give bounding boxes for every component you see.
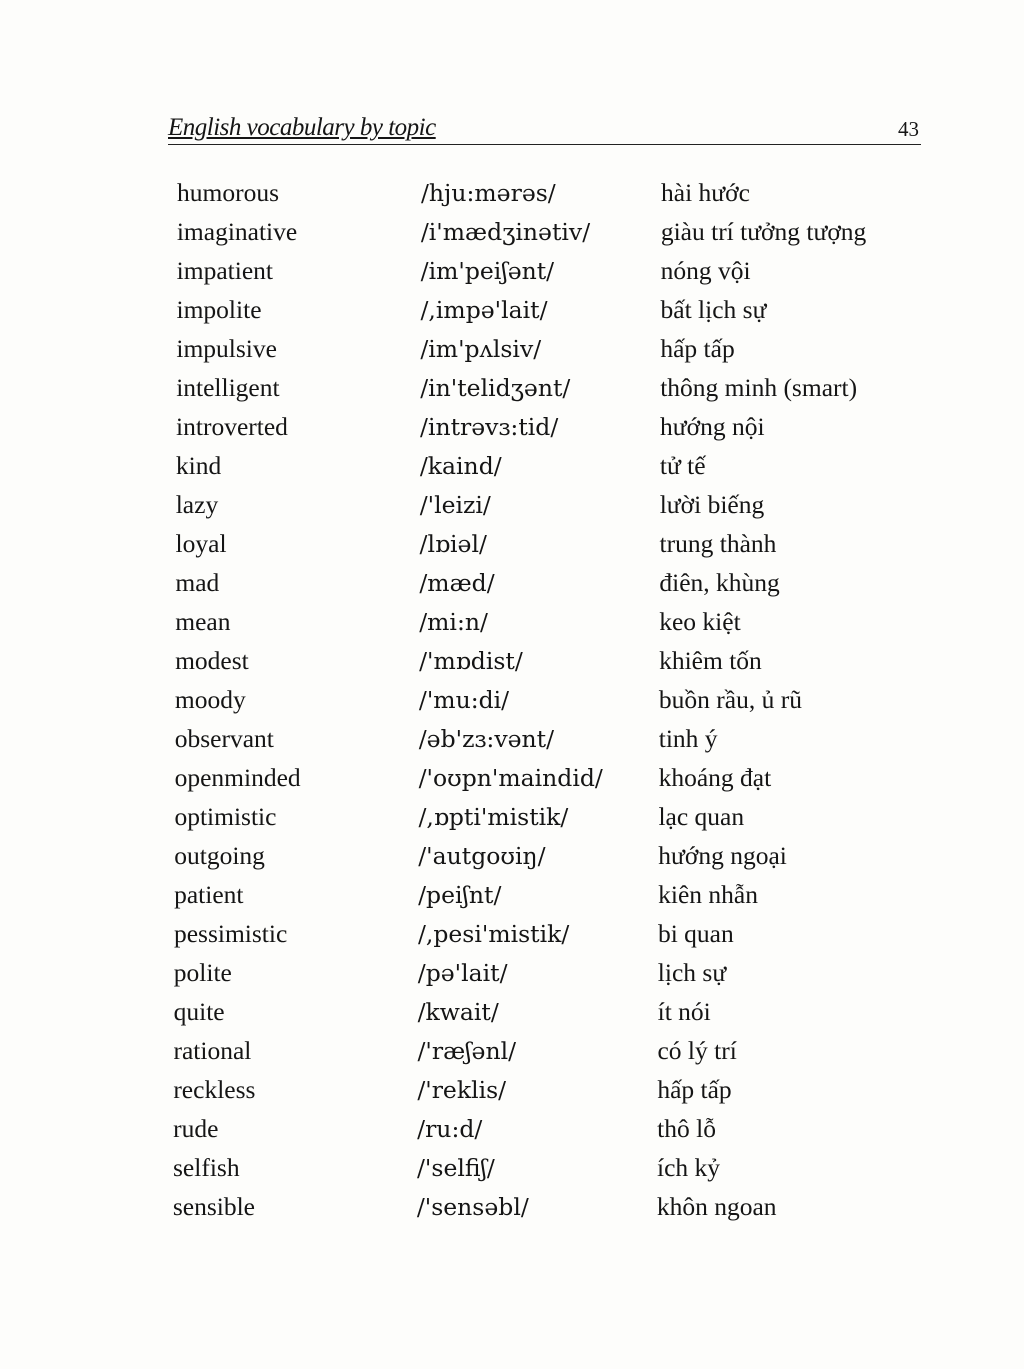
- vocab-row: [174, 877, 934, 913]
- vocab-meaning: trung thành: [659, 529, 777, 558]
- vocab-word: mean: [175, 607, 231, 636]
- vocab-word: loyal: [175, 529, 227, 558]
- vocab-word: observant: [174, 724, 274, 753]
- vocab-word: impatient: [176, 256, 273, 285]
- vocab-meaning: khôn ngoan: [656, 1192, 777, 1221]
- vocab-pronunciation: /kaind/: [419, 452, 502, 480]
- vocab-meaning: giàu trí tưởng tượng: [660, 217, 867, 246]
- vocab-word: selfish: [173, 1153, 240, 1182]
- vocab-pronunciation: /i'mædʒinətiv/: [420, 218, 591, 246]
- vocab-meaning: lạc quan: [658, 802, 745, 831]
- vocab-word: impolite: [176, 295, 262, 324]
- vocab-row: [174, 799, 934, 835]
- vocab-word: rude: [173, 1114, 219, 1143]
- vocab-meaning: hướng nội: [660, 412, 765, 441]
- vocab-row: [176, 526, 936, 562]
- running-head-title: English vocabulary by topic: [168, 114, 436, 141]
- vocab-row: [173, 1150, 933, 1186]
- vocab-row: [175, 643, 935, 679]
- vocab-word: openminded: [174, 763, 301, 792]
- vocab-meaning: thông minh (smart): [660, 373, 858, 402]
- vocab-meaning: bất lịch sự: [660, 295, 767, 324]
- vocab-pronunciation: /'leizi/: [419, 491, 491, 519]
- vocab-meaning: có lý trí: [657, 1036, 737, 1065]
- vocab-word: polite: [173, 958, 232, 987]
- vocab-pronunciation: /ru:d/: [417, 1115, 483, 1143]
- vocab-row: [175, 760, 935, 796]
- vocab-meaning: khiêm tốn: [659, 646, 762, 675]
- vocab-pronunciation: /'mu:di/: [418, 686, 510, 714]
- vocab-word: humorous: [177, 178, 279, 207]
- vocab-meaning: tinh ý: [658, 724, 718, 753]
- vocab-word: reckless: [173, 1075, 256, 1104]
- vocab-meaning: bi quan: [657, 919, 734, 948]
- vocab-pronunciation: /'reklis/: [417, 1076, 507, 1104]
- vocab-pronunciation: /'ræʃənl/: [417, 1037, 517, 1065]
- vocab-row: [174, 994, 934, 1030]
- vocab-pronunciation: /'selfiʃ/: [417, 1154, 495, 1182]
- vocab-meaning: buồn rầu, ủ rũ: [658, 685, 802, 714]
- vocab-meaning: keo kiệt: [659, 607, 741, 636]
- vocab-meaning: ít nói: [657, 997, 711, 1026]
- vocab-row: [177, 175, 937, 211]
- vocab-row: [175, 721, 935, 757]
- vocab-word: rational: [173, 1036, 252, 1065]
- vocab-row: [174, 916, 934, 952]
- vocab-row: [175, 604, 935, 640]
- vocab-word: lazy: [175, 490, 219, 519]
- vocab-row: [173, 1072, 933, 1108]
- vocab-pronunciation: /mi:n/: [419, 608, 488, 636]
- vocab-meaning: lười biếng: [659, 490, 765, 519]
- vocab-meaning: tử tế: [659, 451, 706, 480]
- vocab-meaning: ích kỷ: [657, 1153, 721, 1182]
- vocab-pronunciation: /,ɒpti'mistik/: [418, 803, 569, 831]
- vocab-word: mad: [175, 568, 220, 597]
- vocab-pronunciation: /hju:mərəs/: [421, 179, 556, 207]
- vocab-pronunciation: /,pesi'mistik/: [417, 920, 570, 948]
- vocab-word: patient: [174, 880, 244, 909]
- vocab-pronunciation: /peiʃnt/: [418, 881, 502, 909]
- vocab-pronunciation: /əb'zɜ:vənt/: [418, 725, 555, 753]
- vocab-row: [177, 292, 937, 328]
- vocab-row: [176, 331, 936, 367]
- vocab-row: [175, 565, 935, 601]
- vocab-meaning: kiên nhẫn: [658, 880, 758, 909]
- vocab-word: impulsive: [176, 334, 277, 363]
- vocab-meaning: hướng ngoại: [658, 841, 787, 870]
- vocab-word: introverted: [176, 412, 288, 441]
- vocab-meaning: hấp tấp: [657, 1075, 732, 1104]
- vocab-pronunciation: /im'peiʃənt/: [420, 257, 555, 285]
- vocab-meaning: điên, khùng: [659, 568, 780, 597]
- vocab-word: outgoing: [174, 841, 265, 870]
- vocab-pronunciation: /pə'lait/: [417, 959, 508, 987]
- vocab-word: intelligent: [176, 373, 280, 402]
- vocab-word: sensible: [172, 1192, 255, 1221]
- vocab-row: [177, 253, 937, 289]
- vocab-pronunciation: /,impə'lait/: [420, 296, 548, 324]
- vocab-word: pessimistic: [173, 919, 288, 948]
- vocab-row: [175, 682, 935, 718]
- vocab-pronunciation: /in'telidʒənt/: [420, 374, 571, 402]
- page-number: 43: [898, 117, 919, 141]
- vocab-row: [176, 487, 936, 523]
- vocab-word: kind: [175, 451, 222, 480]
- vocab-row: [176, 370, 936, 406]
- vocab-pronunciation: /kwait/: [417, 998, 499, 1026]
- vocab-meaning: khoáng đạt: [658, 763, 772, 792]
- vocab-pronunciation: /'autgoʊiŋ/: [418, 842, 546, 870]
- vocab-pronunciation: /lɒiəl/: [419, 530, 487, 558]
- vocab-row: [177, 214, 937, 250]
- vocab-row: [176, 448, 936, 484]
- vocab-meaning: nóng vội: [660, 256, 751, 285]
- vocab-pronunciation: /'oʊpn'maindid/: [418, 764, 603, 792]
- vocab-row: [173, 1111, 933, 1147]
- vocab-meaning: hấp tấp: [660, 334, 735, 363]
- vocab-pronunciation: /intrəvɜ:tid/: [420, 413, 559, 441]
- vocab-row: [174, 955, 934, 991]
- vocab-word: imaginative: [176, 217, 298, 246]
- vocab-word: quite: [173, 997, 225, 1026]
- vocab-pronunciation: /mæd/: [419, 569, 495, 597]
- vocab-word: modest: [175, 646, 249, 675]
- vocab-pronunciation: /'sensəbl/: [416, 1193, 529, 1221]
- vocab-row: [176, 409, 936, 445]
- vocab-meaning: thô lỗ: [657, 1114, 716, 1143]
- vocab-pronunciation: /'mɒdist/: [419, 647, 523, 675]
- vocab-word: optimistic: [174, 802, 277, 831]
- vocab-row: [173, 1033, 933, 1069]
- vocab-row: [173, 1189, 933, 1225]
- vocab-pronunciation: /im'pʌlsiv/: [420, 335, 542, 363]
- vocab-row: [174, 838, 934, 874]
- vocab-meaning: hài hước: [661, 178, 750, 207]
- vocab-meaning: lịch sự: [657, 958, 727, 987]
- vocab-word: moody: [174, 685, 246, 714]
